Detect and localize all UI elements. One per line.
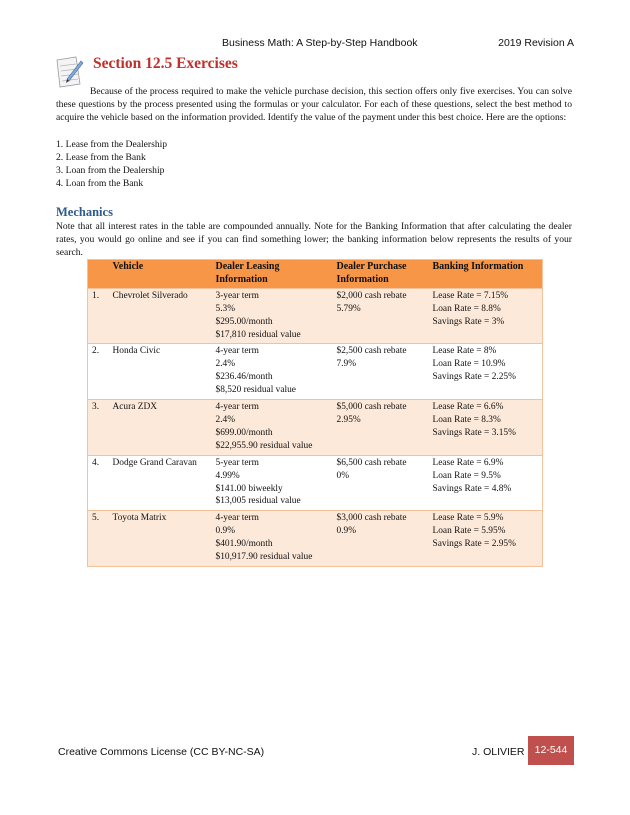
vehicle-exercise-table — [87, 259, 543, 567]
lease-detail: $141.00 biweekly — [215, 483, 283, 494]
header-text: Information — [215, 273, 268, 285]
revision-label: 2019 Revision A — [498, 37, 574, 49]
header-text: Dealer Purchase — [336, 261, 407, 272]
purchase-detail: 0.9% — [336, 526, 357, 537]
purchase-detail: $6,500 cash rebate — [336, 457, 407, 468]
lease-detail: 3-year term — [215, 290, 259, 301]
purchase-detail: 5.79% — [336, 303, 361, 314]
option-item: 3. Loan from the Dealership — [56, 164, 165, 176]
banking-detail: Savings Rate = 2.95% — [432, 539, 516, 550]
table-row — [88, 455, 543, 511]
book-title: Business Math: A Step-by-Step Handbook — [222, 37, 418, 49]
option-item: 1. Lease from the Dealership — [56, 139, 168, 150]
banking-detail: Savings Rate = 3% — [432, 316, 505, 327]
table-row — [88, 400, 543, 456]
lease-detail: 2.4% — [215, 414, 236, 425]
banking-detail: Loan Rate = 8.3% — [432, 414, 501, 425]
row-number: 5. — [88, 511, 110, 567]
dealer-purchase-cell — [334, 400, 430, 456]
dealer-purchase-cell — [334, 288, 430, 344]
mechanics-note: Note that all interest rates in the table are compounded annually. Note for the Banking Information that after calculating the dealer rates, you would go online and see if you can find something lower; the banking information below represents the results of your search. — [56, 221, 572, 258]
lease-detail: 2.4% — [215, 359, 236, 370]
lease-detail: 5.3% — [215, 303, 236, 314]
vehicle-name: Dodge Grand Caravan — [110, 455, 213, 511]
dealer-leasing-cell — [213, 288, 334, 344]
purchase-detail: $5,000 cash rebate — [336, 402, 407, 413]
section-title: Section 12.5 Exercises — [93, 55, 238, 72]
banking-cell — [430, 455, 543, 511]
license-text: Creative Commons License (CC BY-NC-SA) — [58, 746, 265, 758]
lease-detail: 0.9% — [215, 526, 236, 537]
dealer-leasing-cell — [213, 344, 334, 400]
header-text: Dealer Leasing — [215, 261, 280, 272]
header-dealer-purchase — [334, 260, 430, 289]
banking-cell — [430, 400, 543, 456]
table-row — [88, 288, 543, 344]
dealer-leasing-cell — [213, 455, 334, 511]
lease-detail: $236.46/month — [215, 372, 273, 383]
banking-cell — [430, 288, 543, 344]
lease-detail: 5-year term — [215, 457, 259, 468]
lease-detail: $22,955.90 residual value — [215, 440, 313, 451]
purchase-detail: $3,000 cash rebate — [336, 513, 407, 524]
lease-detail: $10,917.90 residual value — [215, 552, 313, 563]
banking-cell — [430, 344, 543, 400]
intro-paragraph: Because of the process required to make the vehicle purchase decision, this section offers only five exercises. You can solve these questions by the process presented using the formulas or your calculator. For each of these questions, select the best method to acquire the vehicle based on the information provided. Identify the value of the payment under this best choice. Here are the options: — [56, 86, 572, 123]
banking-detail: Lease Rate = 6.6% — [432, 402, 504, 413]
banking-detail: Loan Rate = 5.95% — [432, 526, 506, 537]
page-number-badge: 12-544 — [528, 736, 574, 765]
purchase-detail: 7.9% — [336, 359, 357, 370]
lease-detail: $17,810 residual value — [215, 329, 301, 340]
banking-detail: Loan Rate = 10.9% — [432, 359, 506, 370]
dealer-purchase-cell — [334, 344, 430, 400]
option-item: 2. Lease from the Bank — [56, 151, 146, 163]
row-number: 3. — [88, 400, 110, 456]
page-footer — [0, 736, 630, 766]
vehicle-name: Acura ZDX — [110, 400, 213, 456]
vehicle-name: Honda Civic — [110, 344, 213, 400]
lease-detail: 4-year term — [215, 346, 259, 357]
vehicle-name: Chevrolet Silverado — [110, 288, 213, 344]
banking-cell — [430, 511, 543, 567]
purchase-detail: 2.95% — [336, 414, 361, 425]
header-text: Information — [336, 273, 389, 285]
dealer-leasing-cell — [213, 400, 334, 456]
header-banking: Banking Information — [430, 260, 543, 289]
banking-detail: Savings Rate = 2.25% — [432, 372, 516, 383]
lease-detail: $295.00/month — [215, 316, 273, 327]
running-header — [0, 37, 630, 51]
lease-detail: $401.90/month — [215, 539, 273, 550]
lease-detail: 4-year term — [215, 513, 259, 524]
banking-detail: Loan Rate = 9.5% — [432, 470, 501, 481]
dealer-purchase-cell — [334, 511, 430, 567]
header-number — [88, 260, 110, 289]
row-number: 2. — [88, 344, 110, 400]
header-dealer-leasing — [213, 260, 334, 289]
table-header-row — [88, 260, 543, 289]
lease-detail: $699.00/month — [215, 427, 273, 438]
dealer-leasing-cell — [213, 511, 334, 567]
dealer-purchase-cell — [334, 455, 430, 511]
banking-detail: Savings Rate = 3.15% — [432, 427, 516, 438]
banking-detail: Lease Rate = 7.15% — [432, 290, 509, 301]
header-vehicle: Vehicle — [110, 260, 213, 289]
purchase-detail: $2,000 cash rebate — [336, 290, 407, 301]
purchase-detail: $2,500 cash rebate — [336, 346, 407, 357]
lease-detail: $8,520 residual value — [215, 385, 296, 396]
banking-detail: Lease Rate = 8% — [432, 346, 497, 357]
author-name: J. OLIVIER — [472, 746, 525, 758]
vehicle-name: Toyota Matrix — [110, 511, 213, 567]
notepad-pencil-icon — [54, 54, 84, 88]
options-list — [56, 139, 167, 191]
mechanics-heading: Mechanics — [56, 205, 113, 219]
lease-detail: $13,005 residual value — [215, 496, 301, 507]
lease-detail: 4-year term — [215, 402, 259, 413]
banking-detail: Savings Rate = 4.8% — [432, 483, 512, 494]
banking-detail: Lease Rate = 5.9% — [432, 513, 504, 524]
banking-detail: Lease Rate = 6.9% — [432, 457, 504, 468]
row-number: 4. — [88, 455, 110, 511]
purchase-detail: 0% — [336, 470, 349, 481]
row-number: 1. — [88, 288, 110, 344]
table-row — [88, 344, 543, 400]
lease-detail: 4.99% — [215, 470, 240, 481]
option-item: 4. Loan from the Bank — [56, 177, 144, 189]
table-row — [88, 511, 543, 567]
banking-detail: Loan Rate = 8.8% — [432, 303, 501, 314]
